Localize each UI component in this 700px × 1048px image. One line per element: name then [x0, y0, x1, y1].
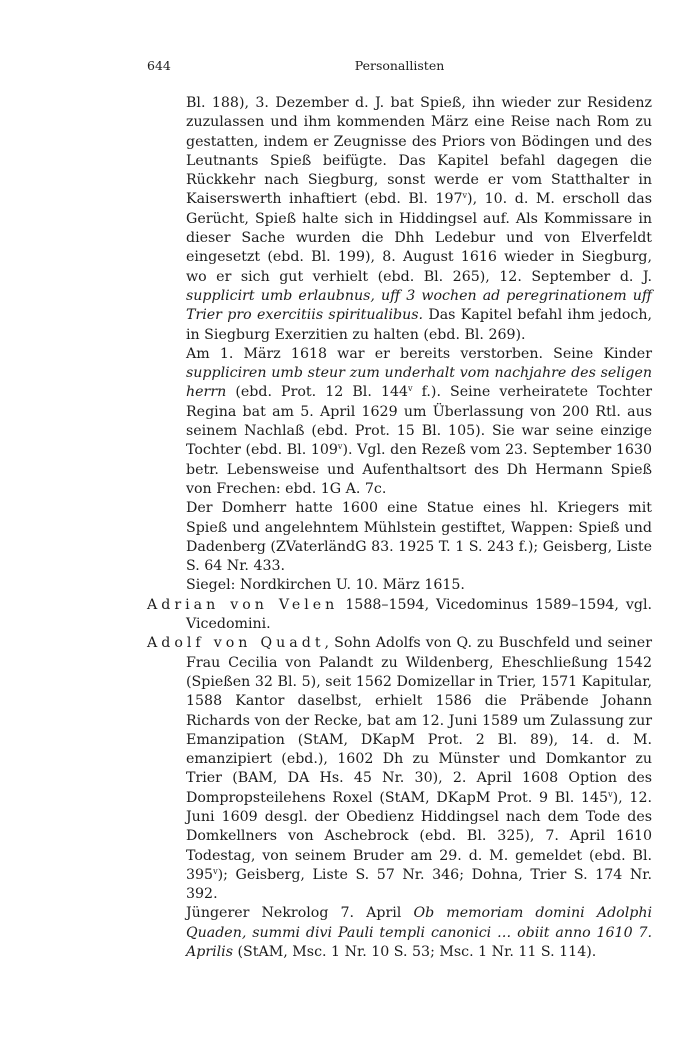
superscript-verso: v — [337, 442, 343, 452]
entry-name: Adolf von Quadt — [147, 635, 325, 652]
page-number: 644 — [147, 58, 171, 73]
paragraph-spiess-residenz — [147, 94, 652, 345]
text-run: (StAM, Msc. 1 Nr. 10 S. 53; Msc. 1 Nr. 11 S. 114). — [233, 944, 597, 961]
text-run: ), 12. Juni 1609 desgl. der Obedienz Hiddingsel nach dem Tode des Domkellners von Aschebrock (ebd. Bl. 325), 7. April 1610 Todestag, von seinem Bruder am 29. d. M. gemeldet (ebd. Bl. 395 — [186, 789, 652, 883]
text-run: Am 1. März 1618 war er bereits verstorben. Seine Kinder — [186, 345, 652, 362]
text-run: Bl. 188), 3. Dezember d. J. bat Spieß, ihn wieder zur Residenz zuzulassen und ihm kommenden März eine Reise nach Rom zu gestatten, indem er Zeugnisse des Priors von Bödingen und des Leutnants Spieß beifügte. Das Kapitel befahl dagegen die Rückkehr nach Siegburg, sonst werde er vom Statthalter in Kaiserswerth inhaftiert (ebd. Bl. 197 — [186, 95, 652, 208]
entry-name: Adrian von Velen — [147, 596, 339, 613]
superscript-verso: v — [608, 789, 613, 799]
italic-quotation: suppliciren umb steur zum underhalt vom nachjahre des seligen herrn — [186, 365, 652, 401]
text-run: ). Vgl. den Rezeß vom 23. September 1630 betr. Lebensweise und Aufenthaltsort des Dh Hermann Spieß von Frechen: ebd. 1G A. 7c. — [186, 442, 653, 497]
paragraph-quadt-nekrolog — [147, 904, 652, 962]
text-run: Das Kapitel befahl ihm jedoch, in Siegburg Exerzitien zu halten (ebd. Bl. 269). — [186, 307, 652, 343]
paragraph-spiess-siegel — [147, 576, 652, 595]
paragraph-spiess-kinder — [147, 345, 652, 499]
entry-adrian-von-velen — [147, 596, 652, 635]
text-run: , Sohn Adolfs von Q. zu Buschfeld und seiner Frau Cecilia von Palandt zu Wildenberg, Eheschließung 1542 (Spießen 32 Bl. 5), seit 1562 Domizellar in Trier, 1571 Kapitular, 1588 Kantor daselbst, erhielt 1586 die Präbende Johann Richards von der Recke, bat am 12. Juni 1589 um Zulassung zur Emanzipation (StAM, DKapM Prot. 2 Bl. 89), 14. d. M. emanzipiert (ebd.), 1602 Dh zu Münster und Domkantor zu Trier (BAM, DA Hs. 45 Nr. 30), 2. April 1608 Option des Dompropsteilehens Roxel (StAM, DKapM Prot. 9 Bl. 145 — [186, 635, 652, 806]
text-run: ), 10. d. M. erscholl das Gerücht, Spieß halte sich in Hiddingsel auf. Als Kommissare in dieser Sache wurden die Dhh Ledebur und von Elverfeldt eingesetzt (ebd. Bl. 199), 8. August 1616 wieder in Siegburg, wo er sich gut verhielt (ebd. Bl. 265), 12. September d. J. — [186, 191, 652, 285]
text-run: Der Domherr hatte 1600 eine Statue eines hl. Kriegers mit Spieß und angelehntem Mühlstein gestiftet, Wappen: Spieß und Dadenberg (ZVaterländG 83. 1925 T. 1 S. 243 f.); Geisberg, Liste S. 64 Nr. 433. — [186, 500, 652, 575]
text-run: Jüngerer Nekrolog 7. April — [186, 905, 414, 922]
text-run: f.). Seine verheiratete Tochter Regina bat am 5. April 1629 um Überlassung von 200 Rtl. aus seinem Nachlaß (ebd. Prot. 15 Bl. 105). Sie war seine einzige Tochter (ebd. Bl. 109 — [186, 384, 652, 459]
italic-quotation: Ob memoriam domini Adolphi Quaden, summi divi Pauli templi canonici … obiit anno 1610 7. Aprilis — [186, 905, 652, 961]
text-run: 1588–1594, Vicedominus 1589–1594, vgl. Vicedomini. — [186, 596, 652, 633]
paragraph-spiess-statue — [147, 499, 652, 576]
superscript-verso: v — [213, 866, 218, 876]
superscript-verso: v — [462, 191, 468, 201]
text-run: (ebd. Prot. 12 Bl. 144 — [226, 384, 409, 401]
entry-adolf-von-quadt — [147, 634, 652, 904]
superscript-verso: v — [408, 384, 413, 394]
text-body — [147, 94, 652, 962]
italic-quotation: supplicirt umb erlaubnus, uff 3 wochen ad peregrinationem uff Trier pro exercitiis spiritualibus. — [186, 287, 652, 324]
page-header — [147, 58, 652, 76]
text-run: ); Geisberg, Liste S. 57 Nr. 346; Dohna, Trier S. 174 Nr. 392. — [186, 866, 652, 903]
text-run: Siegel: Nordkirchen U. 10. März 1615. — [186, 577, 465, 594]
running-head: Personallisten — [354, 58, 445, 73]
